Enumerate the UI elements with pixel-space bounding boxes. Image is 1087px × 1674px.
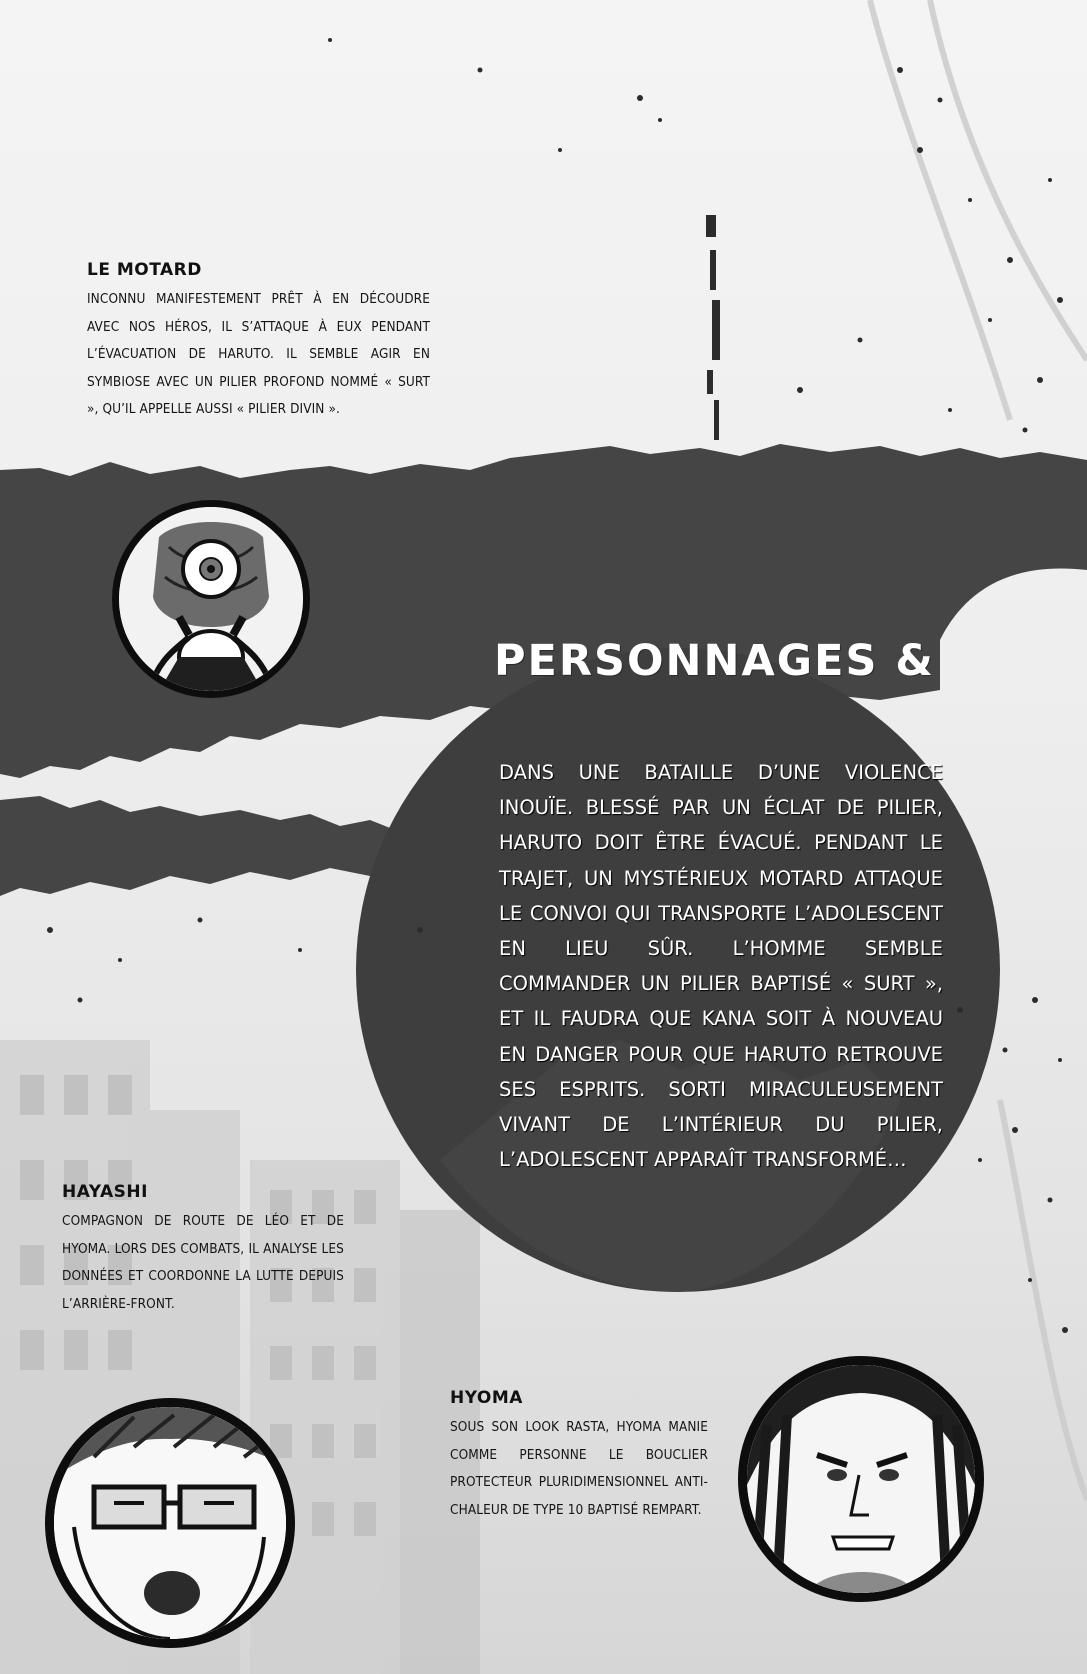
hyoma-portrait xyxy=(738,1356,984,1602)
motard-portrait xyxy=(112,500,310,698)
hyoma-description: SOUS SON LOOK RASTA, HYOMA MANIE COMME PERSONNE LE BOUCLIER PROTECTEUR PLURIDIMENSIONNEL ANTI-CHALEUR DE TYPE 10 BAPTISÉ REMPART. xyxy=(450,1419,708,1518)
hyoma-section xyxy=(450,1388,708,1524)
motard-name: LE MOTARD xyxy=(87,260,202,280)
motard-section xyxy=(87,260,430,424)
hyoma-name: HYOMA xyxy=(450,1388,523,1408)
motard-portrait-art xyxy=(119,507,303,691)
hayashi-portrait xyxy=(45,1398,295,1648)
hyoma-portrait-art xyxy=(747,1365,975,1593)
hayashi-description: COMPAGNON DE ROUTE DE LÉO ET DE HYOMA. LORS DES COMBATS, IL ANALYSE LES DONNÉES ET COORDONNE LA LUTTE DEPUIS L’ARRIÈRE-FRONT. xyxy=(62,1213,344,1312)
page-title: PERSONNAGES & xyxy=(494,636,935,686)
synopsis-text: DANS UNE BATAILLE D’UNE VIOLENCE INOUÏE. BLESSÉ PAR UN ÉCLAT DE PILIER, HARUTO DOIT ÊTRE ÉVACUÉ. PENDANT LE TRAJET, UN MYSTÉRIEUX MOTARD ATTAQUE LE CONVOI QUI TRANSPORTE L’ADOLESCENT EN LIEU SÛR. L’HOMME SEMBLE COMMANDER UN PILIER BAPTISÉ « SURT », ET IL FAUDRA QUE KANA SOIT À NOUVEAU EN DANGER POUR QUE HARUTO RETROUVE SES ESPRITS. SORTI MIRACULEUSEMENT VIVANT DE L’INTÉRIEUR DU PILIER, L’ADOLESCENT APPARAÎT TRANSFORMÉ… xyxy=(499,761,943,1172)
motard-description: INCONNU MANIFESTEMENT PRÊT À EN DÉCOUDRE AVEC NOS HÉROS, IL S’ATTAQUE À EUX PENDANT L’ÉVACUATION DE HARUTO. IL SEMBLE AGIR EN SYMBIOSE AVEC UN PILIER PROFOND NOMMÉ « SURT », QU’IL APPELLE AUSSI « PILIER DIVIN ». xyxy=(87,291,430,417)
hayashi-portrait-art xyxy=(54,1407,286,1639)
hayashi-name: HAYASHI xyxy=(62,1182,148,1202)
hayashi-section xyxy=(62,1182,344,1318)
